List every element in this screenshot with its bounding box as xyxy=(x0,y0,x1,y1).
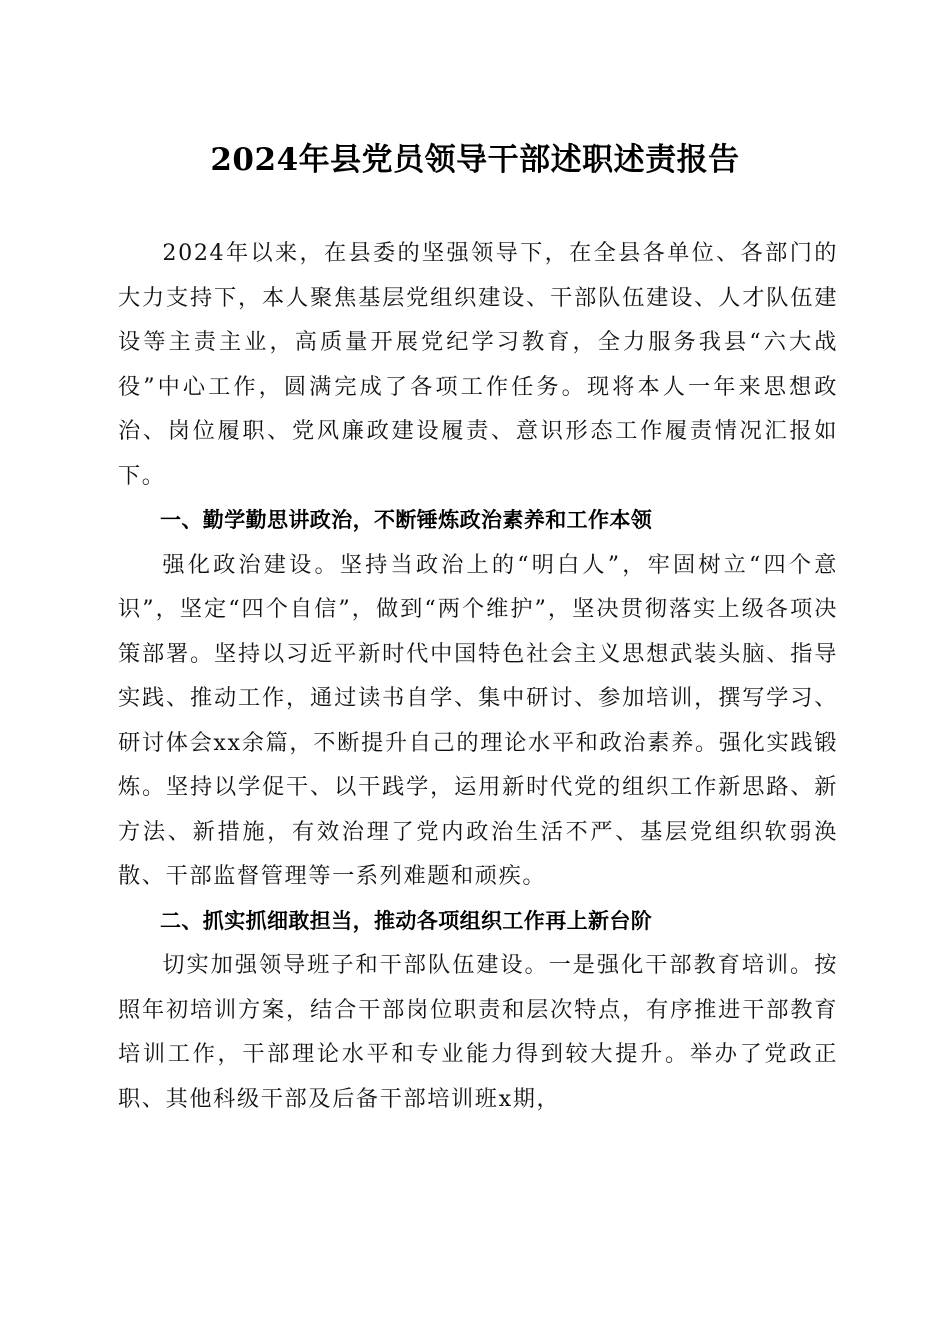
section-heading-2: 二、抓实抓细敢担当，推动各项组织工作再上新台阶 xyxy=(160,908,653,933)
intro-paragraph: 2024年以来，在县委的坚强领导下，在全县各单位、各部门的大力支持下，本人聚焦基层党组织建设、干部队伍建设、人才队伍建设等主责主业，高质量开展党纪学习教育，全力服务我县“六大战役”中心工作，圆满完成了各项工作任务。现将本人一年来思想政治、岗位履职、党风廉政建设履责、意识形态工作履责情况汇报如下。 xyxy=(118,240,838,489)
section-1-paragraph: 强化政治建设。坚持当政治上的“明白人”，牢固树立“四个意识”，坚定“四个自信”，做到“两个维护”，坚决贯彻落实上级各项决策部署。坚持以习近平新时代中国特色社会主义思想武装头脑、指导实践、推动工作，通过读书自学、集中研讨、参加培训，撰写学习、研讨体会xx余篇，不断提升自己的理论水平和政治素养。强化实践锻炼。坚持以学促干、以干践学，运用新时代党的组织工作新思路、新方法、新措施，有效治理了党内政治生活不严、基层党组织软弱涣散、干部监督管理等一系列难题和顽疾。 xyxy=(118,551,838,889)
document-title: 2024年县党员领导干部述职述责报告 xyxy=(210,142,740,178)
section-heading-1: 一、勤学勤思讲政治，不断锤炼政治素养和工作本领 xyxy=(160,508,653,532)
section-2-paragraph: 切实加强领导班子和干部队伍建设。一是强化干部教育培训。按照年初培训方案，结合干部岗位职责和层次特点，有序推进干部教育培训工作，干部理论水平和专业能力得到较大提升。举办了党政正职、其他科级干部及后备干部培训班x期， xyxy=(118,952,838,1112)
document-body xyxy=(118,231,838,1121)
